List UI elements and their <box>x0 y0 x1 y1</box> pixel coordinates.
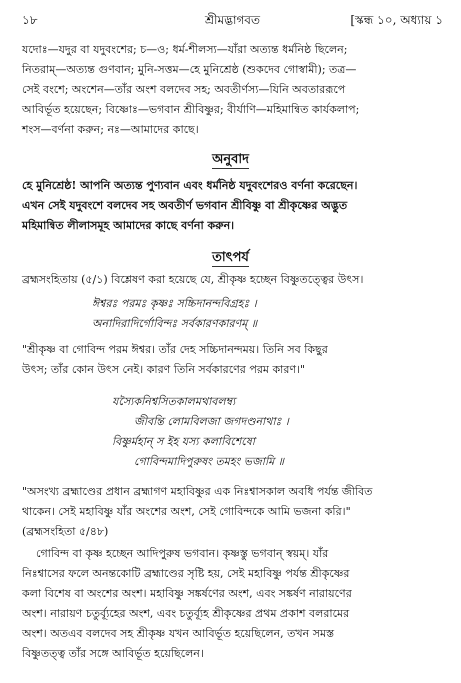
paragraph-line: বিষ্ণুতত্ত্ব তাঁর সঙ্গে আবির্ভূত হয়েছিলেন। <box>22 647 204 660</box>
verse-line: যস্যৈকনিশ্বসিতকালমথাবলম্ব্য <box>112 395 236 408</box>
synonyms-line: আবির্ভূত হয়েছেন; বিষ্ণোঃ—ভগবান শ্রীবিষ্ণুর; বীর্যাণি—মহিমান্বিত কার্যকলাপ; <box>22 103 360 116</box>
purport-paragraph-1: ব্রহ্মসংহিতায় (৫/১) বিশ্লেষণ করা হয়েছে যে, শ্রীকৃষ্ণ হচ্ছেন বিষ্ণুতত্ত্বের উৎস। <box>22 273 364 286</box>
translation-line: মহিমান্বিত লীলাসমূহ আমাদের কাছে বর্ণনা করুন। <box>22 219 235 232</box>
verse-line: বিষ্ণুর্মহান্ স ইহ যস্য কলাবিশেষো <box>112 435 255 448</box>
verse-1 <box>92 294 257 334</box>
paragraph-line: অংশ। অতএব বলদেব সহ শ্রীকৃষ্ণ যখন আবির্ভূত হয়েছিলেন, তখন সমস্ত <box>22 627 334 640</box>
synonyms-line: নিতরাম্—অত্যন্ত গুণবান; মুনি-সত্তম—হে মুনিশ্রেষ্ঠ (শুকদেব গোস্বামী); তত্র— <box>22 63 357 76</box>
synonyms-line: সেই বংশে; অংশেন—তাঁর অংশ বলদেব সহ; অবতীর্ণস্য—যিনি অবতাররূপে <box>22 83 346 96</box>
purport-heading: তাৎপর্য <box>212 250 249 265</box>
verse-2 <box>112 392 289 472</box>
synonyms-line: শংস—বর্ণনা করুন; নঃ—আমাদের কাছে। <box>22 123 199 136</box>
translation-line: হে মুনিশ্রেষ্ঠ! আপনি অত্যন্ত পুণ্যবান এবং ধর্মনিষ্ঠ যদুবংশেরও বর্ণনা করেছেন। <box>22 179 358 192</box>
source-citation: (ব্রহ্মসংহিতা ৫/৪৮) <box>22 525 109 538</box>
purport-paragraph-4 <box>22 544 443 664</box>
paragraph-line: অংশ। নারায়ণ চতুর্ব্যূহের অংশ, এবং চতুর্ব্যূহ শ্রীকৃষ্ণের প্রথম প্রকাশ বলরামের <box>22 607 350 620</box>
verse-line: ঈশ্বরঃ পরমঃ কৃষ্ণঃ সচ্চিদানন্দবিগ্রহঃ । <box>92 297 257 310</box>
paragraph-line: নিঃশ্বাসের ফলে অনন্তকোটি ব্রহ্মাণ্ডের সৃষ্টি হয়, সেই মহাবিষ্ণু পর্যন্ত শ্রীকৃষ্ণের <box>22 567 350 580</box>
page-number: ১৮ <box>22 13 38 27</box>
synonyms-section <box>22 40 443 140</box>
translation-heading: অনুবাদ <box>212 152 249 167</box>
paragraph-line: গোবিন্দ বা কৃষ্ণ হচ্ছেন আদিপুরুষ ভগবান। কৃষ্ণস্তু ভগবান্ স্বয়ম্। যাঁর <box>36 547 329 560</box>
purport-paragraph-2 <box>22 340 443 380</box>
chapter-reference: [স্কন্ধ ১০, অধ্যায় ১ <box>350 13 443 27</box>
translation-text <box>22 176 443 236</box>
paragraph-line: "শ্রীকৃষ্ণ বা গোবিন্দ পরম ঈশ্বর। তাঁর দেহ সচ্চিদানন্দময়। তিনি সব কিছুর <box>22 343 328 356</box>
purport-paragraph-3 <box>22 482 443 542</box>
running-title: শ্রীমদ্ভাগবত <box>204 13 260 27</box>
verse-line: অনাদিরাদির্গোবিন্দঃ সর্বকারণকারণম্ ॥ <box>92 317 258 330</box>
paragraph-line: কলা বিশেষ বা অংশের অংশ। মহাবিষ্ণু সঙ্কর্ষণের অংশ, এবং সঙ্কর্ষণ নারায়ণের <box>22 587 352 600</box>
page-header <box>22 10 443 32</box>
translation-line: এখন সেই যদুবংশে বলদেব সহ অবতীর্ণ ভগবান শ্রীবিষ্ণু বা শ্রীকৃষ্ণের অদ্ভুত <box>22 199 348 212</box>
verse-line: গোবিন্দমাদিপুরুষং তমহং ভজামি ॥ <box>134 455 284 468</box>
paragraph-line: উৎস; তাঁর কোন উৎস নেই। কারণ তিনি সর্বকারণের পরম কারণ।" <box>22 363 306 376</box>
verse-line: জীবন্তি লোমবিলজা জগদণ্ডনাথাঃ । <box>134 415 289 428</box>
paragraph-line: "অসংখ্য ব্রহ্মাণ্ডের প্রধান ব্রহ্মাগণ মহাবিষ্ণুর এক নিঃশ্বাসকাল অবধি পর্যন্ত জীবিত <box>22 485 373 498</box>
paragraph-line: থাকেন। সেই মহাবিষ্ণু যাঁর অংশের অংশ, সেই গোবিন্দকে আমি ভজনা করি।" <box>22 505 351 518</box>
synonyms-line: যদোঃ—যদুর বা যদুবংশের; চ—ও; ধর্ম-শীলস্য—যাঁরা অত্যন্ত ধর্মনিষ্ঠ ছিলেন; <box>22 43 348 56</box>
